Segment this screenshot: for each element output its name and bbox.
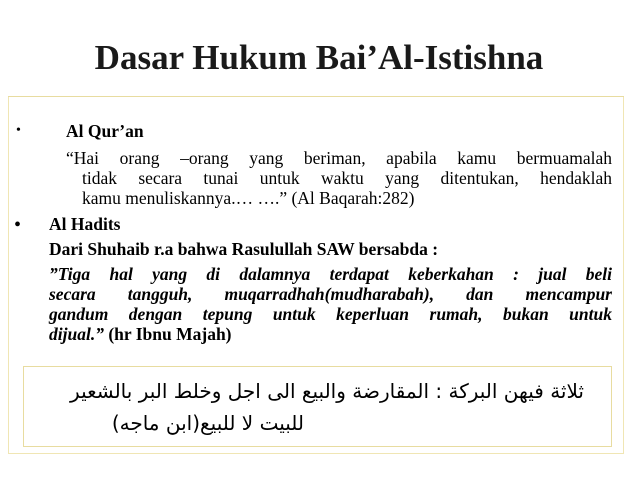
quote-last-line <box>49 324 232 344</box>
bullet-icon: • <box>16 123 21 138</box>
quote-line: ”Tiga hal yang di dalamnya terdapat keberkahan : jual beli <box>49 264 612 284</box>
hadith-source: (hr Ibnu Majah) <box>103 324 232 344</box>
hadith-intro: Dari Shuhaib r.a bahwa Rasulullah SAW bersabda : <box>49 239 439 259</box>
quote-line: tidak secara tunai untuk waktu yang ditentukan, hendaklah <box>82 168 612 188</box>
title-divider <box>8 96 624 97</box>
quote-line: secara tangguh, muqarradhah(mudharabah), dan mencampur <box>49 284 612 304</box>
bullet-icon: • <box>14 214 22 236</box>
arabic-line: ثلاثة فيهن البركة : المقارضة والبيع الى اجل وخلط البر بالشعير <box>70 379 584 403</box>
section-heading: Al Qur’an <box>66 121 144 141</box>
quote-text: dijual.” <box>49 324 104 344</box>
quote-line: gandum dengan tepung untuk keperluan rumah, bukan untuk <box>49 304 612 324</box>
slide-title: Dasar Hukum Bai’Al-Istishna <box>94 38 544 77</box>
quote-line: “Hai orang –orang yang beriman, apabila kamu bermuamalah <box>66 148 612 168</box>
quote-line: kamu menuliskannya.… ….” (Al Baqarah:282) <box>82 188 415 208</box>
section-heading: Al Hadits <box>49 214 121 234</box>
arabic-line: للبيت لا للبيع(ابن ماجه) <box>111 411 304 435</box>
